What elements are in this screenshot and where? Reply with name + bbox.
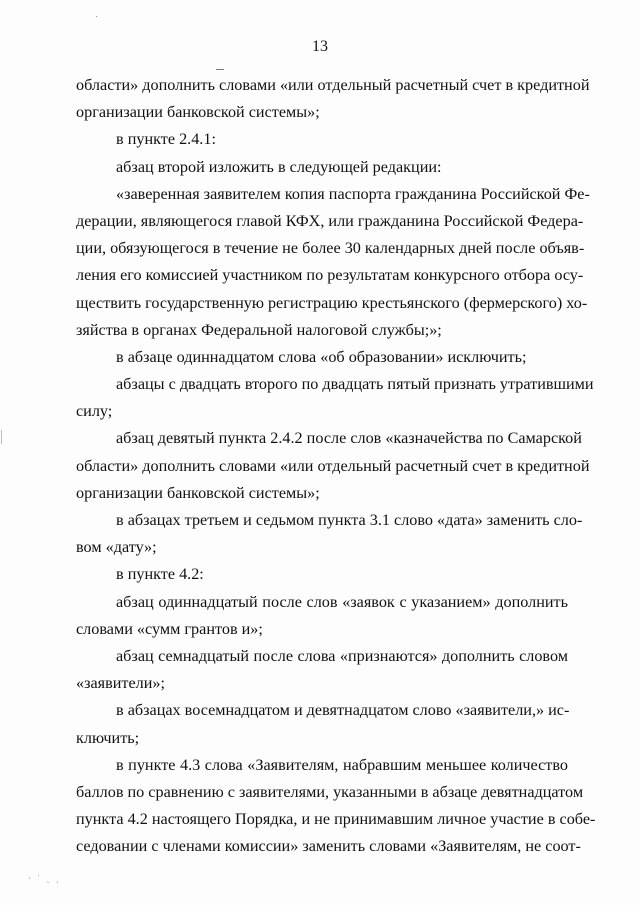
text-line: организации банковской системы»;: [76, 103, 320, 122]
text-line: ции, обязующегося в течение не более 30 календарных дней после объяв-: [76, 239, 585, 258]
text-line: абзац одиннадцатый после слов «заявок с указанием» дополнить: [116, 592, 568, 611]
text-line: пункта 4.2 настоящего Порядка, и не принимавшим личное участие в собе-: [76, 810, 596, 829]
margin-tick-mark: [1, 430, 4, 444]
text-line: организации банковской системы»;: [76, 483, 320, 502]
scan-dash-mark: [216, 69, 224, 70]
text-line: силу;: [76, 402, 113, 421]
text-line: словами «сумм грантов и»;: [76, 619, 263, 638]
text-line: ществить государственную регистрацию крестьянского (фермерского) хо-: [76, 293, 588, 312]
scan-corner-marks: · ˈ ˎ ˏ: [28, 873, 61, 883]
text-line: баллов по сравнению с заявителями, указанными в абзаце девятнадцатом: [76, 782, 584, 801]
text-line: в пункте 2.4.1:: [116, 130, 216, 149]
text-line: «заявители»;: [76, 674, 166, 693]
text-line: абзац семнадцатый после слова «признаются» дополнить словом: [116, 646, 568, 665]
text-line: абзацы с двадцать второго по двадцать пятый признать утратившими: [116, 375, 594, 394]
text-line: в абзацах третьем и седьмом пункта 3.1 слово «дата» заменить сло-: [116, 511, 583, 529]
text-line: в пункте 4.2:: [116, 565, 204, 584]
text-line: дерации, являющегося главой КФХ, или гражданина Российской Федера-: [76, 211, 584, 230]
text-line: ключить;: [76, 728, 140, 747]
text-line: «заверенная заявителем копия паспорта гражданина Российской Фе-: [116, 184, 590, 203]
text-line: области» дополнить словами «или отдельный расчетный счет в кредитной: [76, 456, 590, 475]
page-number: 13: [312, 38, 328, 55]
text-line: зяйства в органах Федеральной налоговой службы;»;: [76, 320, 442, 339]
text-line: ления его комиссией участником по результатам конкурсного отбора осу-: [76, 266, 584, 285]
text-line: в абзаце одиннадцатом слова «об образовании» исключить;: [116, 347, 527, 366]
text-line: области» дополнить словами «или отдельный расчетный счет в кредитной: [76, 76, 590, 94]
text-line: абзац девятый пункта 2.4.2 после слов «казначейства по Самарской: [116, 429, 582, 448]
document-body: [76, 72, 596, 860]
text-line: седовании с членами комиссии» заменить словами «Заявителям, не соот-: [76, 837, 581, 856]
text-line: абзац второй изложить в следующей редакции:: [116, 157, 442, 176]
text-line: в пункте 4.3 слова «Заявителям, набравшим меньшее количество: [116, 755, 568, 774]
text-line: вом «дату»;: [76, 538, 157, 557]
scan-speck: [96, 16, 97, 17]
text-line: в абзацах восемнадцатом и девятнадцатом слово «заявители,» ис-: [116, 701, 570, 720]
